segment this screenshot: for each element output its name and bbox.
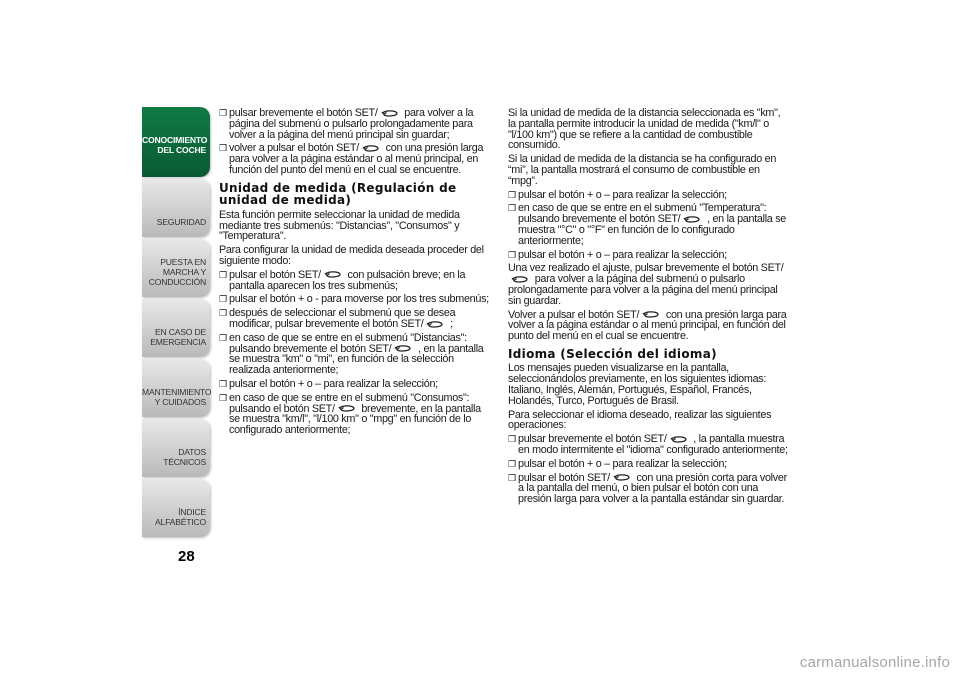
- set-return-icon: [381, 109, 399, 118]
- tab-seguridad[interactable]: [142, 179, 210, 237]
- tab-puesta-en-marcha[interactable]: [142, 239, 210, 297]
- paragraph: Volver a pulsar el botón SET/ con una presión larga para volver a la página estándar o al menú principal, en función del punto del menú en el cual se encuentre.: [508, 308, 787, 343]
- set-return-icon: [642, 310, 660, 319]
- bullet-marker: ❒: [508, 189, 516, 200]
- set-return-icon: [613, 473, 631, 482]
- list-item: ❒ pulsar brevemente el botón SET/ para volver a la página del submenú o pulsarlo prolongadamente para volver a la página del menú principal sin guardar;: [219, 107, 474, 141]
- list-item: ❒ pulsar el botón + o – para realizar la selección;: [508, 457, 727, 470]
- set-return-icon: [324, 270, 342, 279]
- list-item: ❒ pulsar brevemente el botón SET/ , la pantalla muestra en modo intermitente el "idioma" configurado anteriormente;: [508, 433, 788, 457]
- list-item: ❒ pulsar el botón + o – para realizar la selección;: [508, 248, 727, 261]
- list-item: ❒ después de seleccionar el submenú que se desea modificar, pulsar brevemente el botón SET/ ;: [219, 307, 456, 330]
- paragraph: Si la unidad de medida de la distancia se ha configurado en “mi”, la pantalla mostrará el consumo de combustible en “mpg”.: [508, 153, 777, 187]
- paragraph: Para configurar la unidad de medida deseada proceder del siguiente modo:: [219, 244, 484, 267]
- tab-label: ÍNDICE ALFABÉTICO: [154, 507, 206, 527]
- set-return-icon: [511, 275, 529, 284]
- bullet-marker: ❒: [219, 269, 227, 280]
- set-return-icon: [670, 435, 688, 444]
- page-number: 28: [178, 548, 195, 565]
- tab-datos-tecnicos[interactable]: [142, 419, 210, 477]
- bullet-marker: ❒: [219, 143, 227, 154]
- tab-conocimiento-del-coche[interactable]: [142, 107, 210, 177]
- set-return-icon: [394, 344, 412, 353]
- bullet-marker: ❒: [219, 308, 227, 319]
- bullet-marker: ❒: [219, 392, 227, 403]
- tab-label: MANTENIMIENTO Y CUIDADOS: [142, 387, 212, 407]
- bullet-marker: ❒: [508, 434, 516, 445]
- bullet-marker: ❒: [219, 108, 227, 118]
- list-item: ❒ volver a pulsar el botón SET/ con una presión larga para volver a la página estándar o al menú principal, en función del punto del menú en el cual se encuentre.: [219, 142, 484, 176]
- list-item: ❒ pulsar el botón + o – para realizar la selección;: [508, 188, 727, 201]
- set-return-icon: [338, 404, 356, 413]
- list-item: ❒ pulsar el botón SET/ con pulsación breve; en la pantalla aparecen los tres submenús;: [219, 268, 466, 292]
- paragraph: Una vez realizado el ajuste, pulsar brevemente el botón SET/ para volver a la página del submenú o pulsarlo prolongadamente para volver a la página del menú principal sin guardar.: [508, 262, 784, 307]
- bullet-marker: ❒: [508, 458, 516, 469]
- list-item: ❒ pulsar el botón + o - para moverse por los tres submenús;: [219, 293, 489, 306]
- bullet-marker: ❒: [508, 472, 516, 483]
- bullet-marker: ❒: [508, 203, 516, 214]
- left-column: [219, 108, 491, 439]
- bullet-marker: ❒: [219, 294, 227, 305]
- bullet-marker: ❒: [508, 249, 516, 260]
- list-item: ❒ pulsar el botón SET/ con una presión corta para volver a la pantalla del menú, o bien pulsar el botón con una presión larga para volver a la pantalla estándar sin guardar.: [508, 471, 787, 506]
- tab-label: CONOCIMIENTO DEL COCHE: [142, 135, 208, 155]
- bullet-marker: ❒: [219, 378, 227, 389]
- list-item: ❒ en caso de que se entre en el submenú "Temperatura": pulsando brevemente el botón SET/ , en la pantalla se muestra "°C" o "°F" en función de lo configurado anteriormente;: [508, 202, 787, 247]
- set-return-icon: [683, 215, 701, 224]
- set-return-icon: [426, 320, 444, 329]
- tab-label: EN CASO DE EMERGENCIA: [150, 327, 206, 347]
- tab-label: SEGURIDAD: [156, 217, 206, 227]
- list-item: ❒ pulsar el botón + o – para realizar la selección;: [219, 377, 438, 390]
- chapter-sidebar: [142, 107, 210, 539]
- right-column: [508, 108, 788, 508]
- set-return-icon: [362, 144, 380, 153]
- watermark: carmanualsonline.info: [799, 654, 950, 671]
- list-item: ❒ en caso de que se entre en el submenú "Consumos": pulsando el botón SET/ brevemente, en la pantalla se muestra "km/l", "l/100 km" o "mpg" en función de lo configurado anteriormente;: [219, 391, 481, 437]
- tab-indice-alfabetico[interactable]: [142, 479, 210, 537]
- section-heading: Idioma (Selección del idioma): [508, 346, 717, 361]
- tab-label: PUESTA EN MARCHA Y CONDUCCIÓN: [148, 257, 206, 287]
- bullet-marker: ❒: [219, 332, 227, 343]
- section-heading: Unidad de medida (Regulación de unidad de medida): [219, 180, 457, 208]
- paragraph: Esta función permite seleccionar la unidad de medida mediante tres submenús: "Distancias", "Consumos" y "Temperatura".: [219, 208, 460, 243]
- paragraph: Los mensajes pueden visualizarse en la pantalla, seleccionándolos previamente, en los siguientes idiomas: Italiano, Inglés, Alemán, Portugués, Español, Francés, Holandés, Turco, Portugués de Brasil.: [508, 362, 767, 407]
- tab-en-caso-de-emergencia[interactable]: [142, 299, 210, 357]
- list-item: ❒ en caso de que se entre en el submenú "Distancias": pulsando brevemente el botón SET/ , en la pantalla se muestra "km" o "mi", en función de la selección realizada anteriormente;: [219, 331, 484, 377]
- paragraph: Si la unidad de medida de la distancia seleccionada es "km", la pantalla permite introducir la unidad de medida ("km/l" o "l/100 km") que se refiere a la cantidad de combustible consumido.: [508, 107, 781, 152]
- paragraph: Para seleccionar el idioma deseado, realizar las siguientes operaciones:: [508, 408, 772, 432]
- tab-label: DATOS TÉCNICOS: [163, 447, 206, 467]
- tab-mantenimiento[interactable]: [142, 359, 210, 417]
